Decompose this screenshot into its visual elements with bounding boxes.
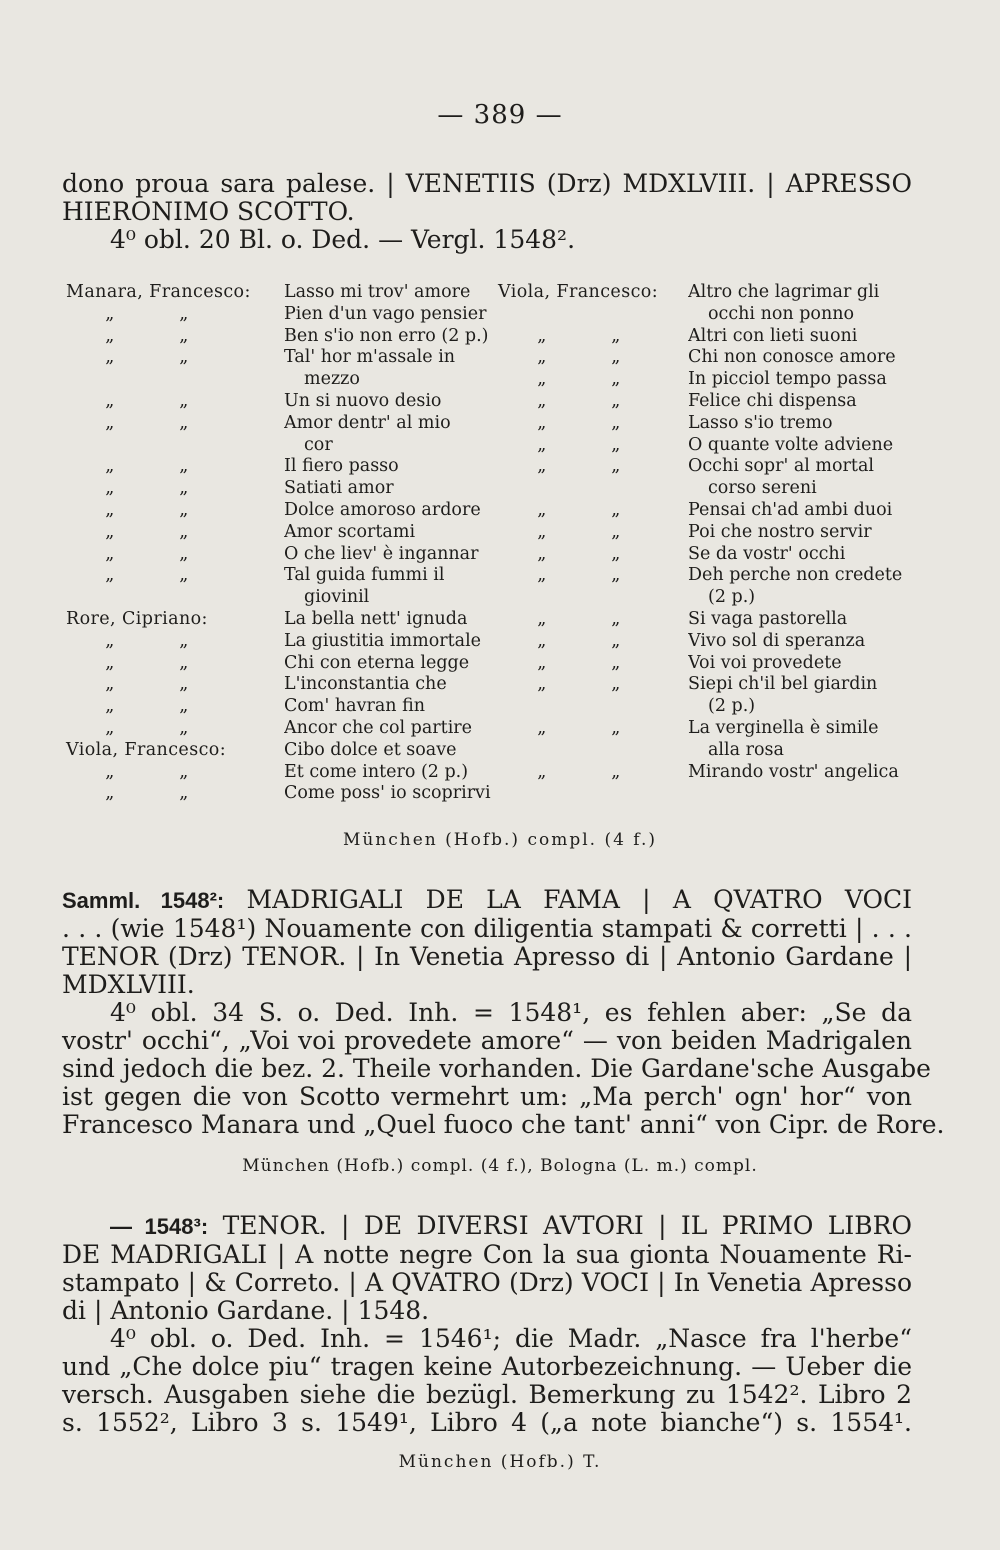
left-column-entry — [66, 653, 496, 675]
ditto-mark: „ — [105, 674, 115, 695]
entry-1548-2-line-6: vostr' occhi“, „Voi voi provedete amore“ — von beiden Madrigalen — [62, 1026, 912, 1055]
left-column-entry — [66, 609, 496, 631]
left-column-madrigal-title: La giustitia immortale — [284, 630, 482, 651]
entry-1548-2-line-1 — [62, 886, 912, 915]
ditto-mark: „ — [105, 499, 115, 520]
right-column-madrigal-title: Siepi ch'il bel giardin — [688, 674, 878, 695]
ditto-mark: „ — [179, 652, 189, 673]
library-holdings-1 — [0, 830, 1000, 850]
entry-1548-3-line-3: stampato | & Correto. | A QVATRO (Drz) VOCI | In Venetia Apresso — [62, 1268, 912, 1297]
right-column-entry — [498, 413, 930, 435]
entry-1548-2-label: Samml. 1548²: — [62, 888, 225, 913]
ditto-mark: „ — [179, 674, 189, 695]
right-column-entry — [498, 282, 930, 304]
right-column-composer — [498, 674, 688, 696]
right-column-entry — [498, 304, 930, 326]
right-column-madrigal-title: In picciol tempo passa — [688, 369, 887, 390]
page-number: — 389 — — [437, 100, 563, 130]
ditto-mark: „ — [105, 478, 115, 499]
right-column-composer — [498, 369, 688, 391]
right-column-madrigal-title: (2 p.) — [708, 587, 756, 608]
entry-1548-2-title: MADRIGALI DE LA FAMA | A QVATRO VOCI — [246, 885, 913, 914]
right-column-composer — [498, 740, 688, 762]
entry-1548-3-line-2: DE MADRIGALI | A notte negre Con la sua gionta Nouamente Ri- — [62, 1240, 912, 1269]
right-column-madrigal-title: Voi voi provedete — [688, 652, 842, 673]
right-column-composer — [498, 718, 688, 740]
right-column-madrigal-title: Lasso s'io tremo — [688, 412, 833, 433]
right-column-madrigal-title: occhi non ponno — [708, 303, 855, 324]
intro-line-1: dono proua sara palese. | VENETIIS (Drz) MDXLVIII. | APRESSO — [62, 169, 912, 198]
right-column-composer — [498, 631, 688, 653]
left-column-madrigal-title: Tal' hor m'assale in — [284, 347, 456, 368]
left-column-composer — [66, 762, 284, 784]
left-column-madrigal-title: Lasso mi trov' amore — [284, 282, 471, 302]
right-column-composer — [498, 500, 688, 522]
right-column-entry — [498, 478, 930, 500]
right-column-madrigal-title: (2 p.) — [708, 696, 756, 717]
left-column-composer — [66, 718, 284, 740]
entry-1548-3-line-6: und „Che dolce piu“ tragen keine Autorbezeichnung. — Ueber die — [62, 1352, 912, 1381]
ditto-mark: „ — [105, 303, 115, 324]
right-column-composer: Viola, Francesco: — [498, 282, 659, 302]
right-column-entry — [498, 500, 930, 522]
ditto-mark: „ — [179, 543, 189, 564]
left-column-madrigal-title: Ben s'io non erro (2 p.) — [284, 325, 489, 346]
ditto-mark: „ — [179, 717, 189, 738]
entry-1548-3-line-4: di | Antonio Gardane. | 1548. — [62, 1296, 430, 1325]
entry-1548-3-title: TENOR. | DE DIVERSI AVTORI | IL PRIMO LIBRO — [222, 1211, 912, 1240]
right-column-composer — [498, 435, 688, 457]
right-column-entry — [498, 391, 930, 413]
ditto-mark: „ — [179, 565, 189, 586]
ditto-mark: „ — [537, 325, 547, 346]
ditto-mark: „ — [537, 761, 547, 782]
ditto-mark: „ — [105, 412, 115, 433]
left-column-madrigal-title: cor — [304, 434, 333, 455]
right-column-entry — [498, 762, 930, 784]
left-column-madrigal-title: mezzo — [304, 369, 360, 390]
left-column-madrigal-title: Il fiero passo — [284, 456, 399, 477]
ditto-mark: „ — [611, 347, 621, 368]
left-column-madrigal-title: Ancor che col partire — [284, 717, 473, 738]
ditto-mark: „ — [179, 478, 189, 499]
right-column-madrigal-title: alla rosa — [708, 739, 784, 760]
right-column-entry — [498, 609, 930, 631]
ditto-mark: „ — [105, 565, 115, 586]
right-column-madrigal-title: Altro che lagrimar gli — [688, 282, 880, 302]
ditto-mark: „ — [611, 325, 621, 346]
left-column-composer: Manara, Francesco: — [66, 282, 251, 302]
left-column-composer — [66, 544, 284, 566]
left-column-composer — [66, 369, 284, 391]
right-column-madrigal-title: Si vaga pastorella — [688, 608, 848, 629]
left-column-composer — [66, 522, 284, 544]
left-column-entry — [66, 544, 496, 566]
left-column-madrigal-title: Chi con eterna legge — [284, 652, 470, 673]
ditto-mark: „ — [537, 652, 547, 673]
right-column-madrigal-title: O quante volte adviene — [688, 434, 894, 455]
left-column-madrigal-title: L'inconstantia che — [284, 674, 447, 695]
right-column-entry — [498, 674, 930, 696]
ditto-mark: „ — [537, 608, 547, 629]
left-column-madrigal-title: Com' havran fin — [284, 696, 426, 717]
madrigal-index-left-column — [66, 282, 496, 805]
ditto-mark: „ — [611, 674, 621, 695]
left-column-madrigal-title: giovinil — [304, 587, 370, 608]
right-column-madrigal-title: Pensai ch'ad ambi duoi — [688, 499, 893, 520]
right-column-composer — [498, 391, 688, 413]
entry-1548-2-line-8: ist gegen die von Scotto vermehrt um: „Ma perch' ogn' hor“ von — [62, 1082, 912, 1111]
ditto-mark: „ — [105, 761, 115, 782]
entry-1548-3-label: — 1548³: — [110, 1214, 209, 1239]
ditto-mark: „ — [179, 347, 189, 368]
right-column-composer — [498, 544, 688, 566]
right-column-entry — [498, 565, 930, 587]
left-column-entry — [66, 740, 496, 762]
library-holdings-2-text: München (Hofb.) compl. (4 f.), Bologna (L. m.) compl. — [242, 1156, 758, 1176]
right-column-composer — [498, 413, 688, 435]
ditto-mark: „ — [179, 783, 189, 804]
ditto-mark: „ — [611, 565, 621, 586]
left-column-composer — [66, 478, 284, 500]
left-column-composer — [66, 631, 284, 653]
ditto-mark: „ — [537, 456, 547, 477]
right-column-entry — [498, 522, 930, 544]
ditto-mark: „ — [105, 652, 115, 673]
left-column-composer — [66, 413, 284, 435]
left-column-entry — [66, 369, 496, 391]
ditto-mark: „ — [611, 369, 621, 390]
madrigal-index — [66, 282, 926, 822]
entry-1548-2-line-4: MDXLVIII. — [62, 970, 195, 999]
entry-1548-2 — [62, 885, 945, 1139]
ditto-mark: „ — [611, 390, 621, 411]
ditto-mark: „ — [105, 521, 115, 542]
right-column-madrigal-title: Deh perche non credete — [688, 565, 903, 586]
left-column-composer — [66, 326, 284, 348]
library-holdings-3-text: München (Hofb.) T. — [398, 1452, 602, 1472]
right-column-entry — [498, 696, 930, 718]
left-column-entry — [66, 456, 496, 478]
left-column-entry — [66, 391, 496, 413]
left-column-composer — [66, 500, 284, 522]
left-column-entry — [66, 500, 496, 522]
right-column-composer — [498, 326, 688, 348]
ditto-mark: „ — [105, 325, 115, 346]
ditto-mark: „ — [537, 630, 547, 651]
entry-1548-3-line-8: s. 1552², Libro 3 s. 1549¹, Libro 4 („a note bianche“) s. 1554¹. — [62, 1408, 912, 1437]
ditto-mark: „ — [179, 325, 189, 346]
left-column-madrigal-title: La bella nett' ignuda — [284, 608, 468, 629]
left-column-entry — [66, 326, 496, 348]
ditto-mark: „ — [611, 499, 621, 520]
right-column-entry — [498, 369, 930, 391]
ditto-mark: „ — [611, 761, 621, 782]
ditto-mark: „ — [611, 543, 621, 564]
right-column-madrigal-title: Vivo sol di speranza — [688, 630, 866, 651]
ditto-mark: „ — [537, 434, 547, 455]
right-column-composer — [498, 522, 688, 544]
entry-1548-3-line-7: versch. Ausgaben siehe die bezügl. Bemerkung zu 1542². Libro 2 — [62, 1380, 912, 1409]
ditto-mark: „ — [105, 390, 115, 411]
right-column-composer — [498, 304, 688, 326]
left-column-madrigal-title: Cibo dolce et soave — [284, 739, 457, 760]
ditto-mark: „ — [179, 303, 189, 324]
left-column-madrigal-title: Pien d'un vago pensier — [284, 303, 487, 324]
left-column-composer — [66, 347, 284, 369]
entry-1548-3-line-5: 4⁰ obl. o. Ded. Inh. = 1546¹; die Madr. „Nasce fra l'herbe“ — [110, 1324, 912, 1353]
right-column-composer — [498, 456, 688, 478]
left-column-entry — [66, 282, 496, 304]
ditto-mark: „ — [179, 761, 189, 782]
left-column-madrigal-title: Tal guida fummi il — [284, 565, 445, 586]
left-column-madrigal-title: Satiati amor — [284, 478, 394, 499]
entry-1548-2-line-5: 4⁰ obl. 34 S. o. Ded. Inh. = 1548¹, es fehlen aber: „Se da — [110, 998, 912, 1027]
left-column-composer — [66, 304, 284, 326]
left-column-entry — [66, 762, 496, 784]
right-column-madrigal-title: La verginella è simile — [688, 717, 879, 738]
left-column-composer — [66, 696, 284, 718]
entry-1548-2-line-2: . . . (wie 1548¹) Nouamente con diligentia stampati & corretti | . . . — [62, 914, 912, 943]
right-column-madrigal-title: Altri con lieti suoni — [688, 325, 858, 346]
ditto-mark: „ — [537, 390, 547, 411]
right-column-composer — [498, 696, 688, 718]
left-column-entry — [66, 478, 496, 500]
library-holdings-3 — [0, 1452, 1000, 1472]
right-column-composer — [498, 587, 688, 609]
left-column-entry — [66, 696, 496, 718]
left-column-composer — [66, 674, 284, 696]
ditto-mark: „ — [611, 412, 621, 433]
left-column-entry — [66, 718, 496, 740]
ditto-mark: „ — [179, 696, 189, 717]
right-column-madrigal-title: Chi non conosce amore — [688, 347, 896, 368]
left-column-madrigal-title: Amor dentr' al mio — [284, 412, 451, 433]
left-column-entry — [66, 522, 496, 544]
ditto-mark: „ — [611, 456, 621, 477]
intro-line-2: HIERONIMO SCOTTO. — [62, 197, 355, 226]
right-column-entry — [498, 456, 930, 478]
right-column-madrigal-title: corso sereni — [708, 478, 817, 499]
ditto-mark: „ — [537, 565, 547, 586]
entry-1548-2-line-7: sind jedoch die bez. 2. Theile vorhanden. Die Gardane'sche Ausgabe — [62, 1054, 931, 1083]
left-column-composer — [66, 587, 284, 609]
right-column-madrigal-title: Poi che nostro servir — [688, 521, 872, 542]
left-column-madrigal-title: Et come intero (2 p.) — [284, 761, 469, 782]
ditto-mark: „ — [611, 652, 621, 673]
ditto-mark: „ — [611, 608, 621, 629]
left-column-entry — [66, 565, 496, 587]
right-column-composer — [498, 762, 688, 784]
entry-1548-3 — [62, 1212, 912, 1437]
ditto-mark: „ — [537, 412, 547, 433]
right-column-madrigal-title: Occhi sopr' al mortal — [688, 456, 874, 477]
ditto-mark: „ — [179, 412, 189, 433]
right-column-entry — [498, 740, 930, 762]
ditto-mark: „ — [611, 717, 621, 738]
left-column-entry — [66, 674, 496, 696]
ditto-mark: „ — [105, 543, 115, 564]
right-column-entry — [498, 544, 930, 566]
ditto-mark: „ — [179, 456, 189, 477]
left-column-entry — [66, 587, 496, 609]
entry-1548-2-line-3: TENOR (Drz) TENOR. | In Venetia Apresso di | Antonio Gardane | — [62, 942, 912, 971]
library-holdings-2 — [0, 1156, 1000, 1176]
ditto-mark: „ — [537, 543, 547, 564]
left-column-madrigal-title: Amor scortami — [284, 521, 416, 542]
ditto-mark: „ — [105, 783, 115, 804]
left-column-entry — [66, 783, 496, 805]
ditto-mark: „ — [537, 369, 547, 390]
left-column-entry — [66, 304, 496, 326]
entry-1548-3-line-1 — [62, 1212, 912, 1241]
left-column-composer: Viola, Francesco: — [66, 739, 227, 760]
left-column-composer — [66, 653, 284, 675]
entry-1548-2-line-9: Francesco Manara und „Quel fuoco che tant' anni“ von Cipr. de Rore. — [62, 1110, 945, 1139]
madrigal-index-right-column — [498, 282, 930, 783]
right-column-entry — [498, 435, 930, 457]
ditto-mark: „ — [611, 630, 621, 651]
library-holdings-1-text: München (Hofb.) compl. (4 f.) — [342, 830, 658, 850]
ditto-mark: „ — [179, 630, 189, 651]
left-column-madrigal-title: Come poss' io scoprirvi — [284, 783, 491, 804]
left-column-entry — [66, 435, 496, 457]
right-column-entry — [498, 718, 930, 740]
right-column-composer — [498, 347, 688, 369]
ditto-mark: „ — [537, 347, 547, 368]
ditto-mark: „ — [179, 499, 189, 520]
intro-block — [62, 170, 912, 254]
right-column-composer — [498, 609, 688, 631]
right-column-entry — [498, 326, 930, 348]
right-column-entry — [498, 587, 930, 609]
ditto-mark: „ — [611, 521, 621, 542]
right-column-composer — [498, 653, 688, 675]
left-column-entry — [66, 347, 496, 369]
left-column-entry — [66, 413, 496, 435]
ditto-mark: „ — [179, 521, 189, 542]
ditto-mark: „ — [105, 347, 115, 368]
left-column-composer — [66, 391, 284, 413]
ditto-mark: „ — [537, 499, 547, 520]
ditto-mark: „ — [611, 434, 621, 455]
right-column-composer — [498, 478, 688, 500]
intro-line-3: 4⁰ obl. 20 Bl. o. Ded. — Vergl. 1548². — [110, 225, 576, 254]
ditto-mark: „ — [105, 717, 115, 738]
left-column-composer — [66, 435, 284, 457]
right-column-madrigal-title: Felice chi dispensa — [688, 390, 857, 411]
left-column-madrigal-title: Un si nuovo desio — [284, 390, 442, 411]
left-column-madrigal-title: O che liev' è ingannar — [284, 543, 479, 564]
right-column-entry — [498, 631, 930, 653]
ditto-mark: „ — [537, 674, 547, 695]
right-column-composer — [498, 565, 688, 587]
ditto-mark: „ — [105, 630, 115, 651]
left-column-composer — [66, 565, 284, 587]
left-column-composer — [66, 783, 284, 805]
right-column-madrigal-title: Se da vostr' occhi — [688, 543, 846, 564]
ditto-mark: „ — [179, 390, 189, 411]
left-column-composer — [66, 456, 284, 478]
right-column-entry — [498, 653, 930, 675]
right-column-entry — [498, 347, 930, 369]
ditto-mark: „ — [537, 717, 547, 738]
right-column-madrigal-title: Mirando vostr' angelica — [688, 761, 899, 782]
ditto-mark: „ — [537, 521, 547, 542]
left-column-madrigal-title: Dolce amoroso ardore — [284, 499, 481, 520]
left-column-composer: Rore, Cipriano: — [66, 608, 208, 629]
left-column-entry — [66, 631, 496, 653]
ditto-mark: „ — [105, 456, 115, 477]
ditto-mark: „ — [105, 696, 115, 717]
